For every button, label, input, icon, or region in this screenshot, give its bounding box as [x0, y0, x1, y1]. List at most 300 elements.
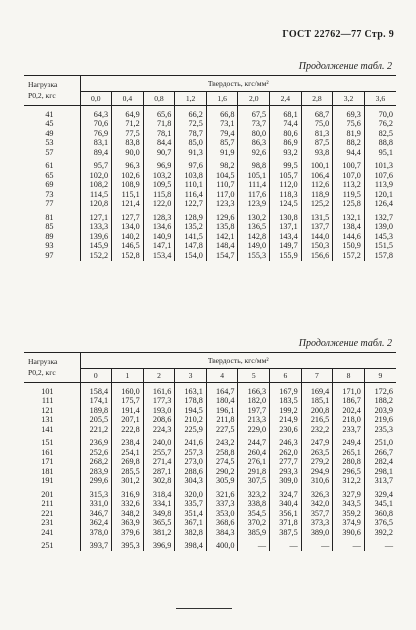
hardness-value: 233,7: [333, 425, 365, 435]
hardness-value: 155,9: [270, 251, 302, 261]
hardness-value: 150,9: [333, 242, 365, 252]
hardness-value: 393,7: [80, 542, 112, 552]
hardness-value: 183,5: [270, 397, 302, 407]
table-row: [24, 542, 396, 552]
hardness-value: 304,3: [175, 477, 207, 487]
load-value: 161: [24, 448, 80, 458]
hardness-value: 392,2: [374, 527, 393, 537]
hardness-value: 96,9: [143, 162, 175, 172]
hardness-value: 89,4: [80, 148, 112, 158]
hardness-value: 125,8: [333, 200, 365, 210]
hardness-value: 106,4: [301, 171, 333, 181]
header-row: [24, 76, 396, 92]
hardness-value: 145,3: [374, 231, 393, 241]
hardness-value: 64,3: [80, 110, 112, 120]
load-value: 181: [24, 467, 80, 477]
hardness-value: 105,1: [238, 171, 270, 181]
column-header: 0,4: [112, 92, 144, 106]
hardness-value: 236,9: [80, 439, 112, 449]
hardness-value: 186,7: [333, 397, 365, 407]
hardness-value: —: [333, 542, 365, 552]
hardness-value: 327,9: [333, 490, 365, 500]
hardness-value: 197,7: [238, 406, 270, 416]
hardness-value: 381,2: [143, 528, 175, 538]
load-value: 101: [24, 387, 80, 397]
hardness-value: 345,1: [374, 499, 393, 509]
column-header: 2,8: [301, 92, 333, 106]
hardness-value: 103,8: [175, 171, 207, 181]
hardness-value: 346,7: [80, 509, 112, 519]
hardness-value: 252,6: [80, 448, 112, 458]
hardness-value: 211,8: [206, 416, 238, 426]
hardness-value: 122,7: [175, 200, 207, 210]
hardness-value: 398,4: [175, 542, 207, 552]
hardness-value: 95,1: [378, 147, 393, 157]
hardness-value: 205,5: [80, 416, 112, 426]
hardness-value: 94,4: [333, 148, 365, 158]
hardness-value: 100,1: [301, 162, 333, 172]
hardness-value: 200,8: [301, 406, 333, 416]
hardness-value: 172,6: [374, 386, 393, 396]
column-header: 6: [270, 369, 302, 383]
hardness-value: 294,9: [301, 467, 333, 477]
hardness-value: 157,8: [374, 250, 393, 260]
load-value: 81: [24, 213, 80, 223]
hardness-value: 182,0: [238, 397, 270, 407]
hardness-value: 124,5: [270, 200, 302, 210]
column-header: 2,0: [238, 92, 270, 106]
header-row: [24, 353, 396, 369]
hardness-value: 161,6: [143, 387, 175, 397]
hardness-value: 141,5: [175, 232, 207, 242]
hardness-value: 274,5: [206, 458, 238, 468]
hardness-value: 152,8: [112, 251, 144, 261]
hardness-value: 69,3: [333, 110, 365, 120]
hardness-value: 154,0: [175, 251, 207, 261]
hardness-value: 241,6: [175, 439, 207, 449]
column-header: 1,2: [175, 92, 207, 106]
load-value: 121: [24, 406, 80, 416]
hardness-value: 78,7: [175, 129, 207, 139]
hardness-value: 115,8: [143, 190, 175, 200]
load-value: 57: [24, 148, 80, 158]
hardness-value: 85,7: [206, 139, 238, 149]
hardness-value: 302,8: [143, 477, 175, 487]
hardness-value: 257,3: [175, 448, 207, 458]
hardness-value: 93,8: [301, 148, 333, 158]
table-row: [24, 139, 396, 149]
column-header: 7: [301, 369, 333, 383]
hardness-value: 96,3: [112, 162, 144, 172]
load-value: 201: [24, 490, 80, 500]
load-value: 41: [24, 110, 80, 120]
hardness-value: 185,1: [301, 397, 333, 407]
continuation-label-2: Продолжение табл. 2: [298, 338, 392, 349]
hardness-value: 290,2: [206, 467, 238, 477]
hardness-value: 82,5: [378, 128, 393, 138]
table-row: [24, 406, 396, 416]
column-header: 2,4: [270, 92, 302, 106]
hardness-value: 194,5: [175, 406, 207, 416]
hardness-value: 126,4: [374, 199, 393, 209]
hardness-value: 373,3: [301, 519, 333, 529]
hardness-value: 110,7: [206, 181, 238, 191]
column-header: 3,2: [333, 92, 365, 106]
hardness-value: 72,5: [175, 120, 207, 130]
hardness-value: 258,8: [206, 448, 238, 458]
hardness-value: 147,8: [175, 242, 207, 252]
hardness-value: 78,1: [143, 129, 175, 139]
hardness-value: 80,0: [238, 129, 270, 139]
hardness-value: 75,0: [301, 120, 333, 130]
hardness-value: 91,9: [206, 148, 238, 158]
hardness-value: 279,2: [301, 458, 333, 468]
hardness-value: 138,4: [333, 223, 365, 233]
hardness-value: 268,2: [80, 458, 112, 468]
table-row: [24, 448, 396, 458]
hardness-value: 353,0: [206, 509, 238, 519]
hardness-value: 90,7: [143, 148, 175, 158]
hardness-value: 134,0: [112, 223, 144, 233]
hardness-value: 81,3: [301, 129, 333, 139]
hardness-table-1: [24, 75, 396, 261]
load-value: 231: [24, 519, 80, 529]
hardness-value: 178,8: [175, 397, 207, 407]
hardness-value: 326,3: [301, 490, 333, 500]
hardness-value: 158,4: [80, 387, 112, 397]
table-row: [24, 251, 396, 261]
hardness-value: 115,1: [112, 190, 144, 200]
hardness-value: 171,0: [333, 387, 365, 397]
hardness-value: 276,1: [238, 458, 270, 468]
hardness-value: 98,8: [238, 162, 270, 172]
table-row: [24, 181, 396, 191]
load-value: 69: [24, 181, 80, 191]
hardness-value: 139,6: [80, 232, 112, 242]
hardness-value: 343,5: [333, 500, 365, 510]
hardness-value: 360,8: [374, 508, 393, 518]
table-row: [24, 519, 396, 529]
hardness-value: 216,5: [301, 416, 333, 426]
hardness-value: 376,5: [374, 518, 393, 528]
hardness-value: 160,0: [112, 387, 144, 397]
table-row: [24, 162, 396, 172]
hardness-value: 112,6: [301, 181, 333, 191]
hardness-value: 75,6: [333, 120, 365, 130]
hardness-value: 135,8: [206, 223, 238, 233]
hardness-value: 320,0: [175, 490, 207, 500]
hardness-value: 100,7: [333, 162, 365, 172]
hardness-value: 309,0: [270, 477, 302, 487]
hardness-value: 140,9: [143, 232, 175, 242]
hardness-value: 321,6: [206, 490, 238, 500]
hardness-value: 213,3: [238, 416, 270, 426]
hardness-value: 149,0: [238, 242, 270, 252]
hardness-value: 107,6: [374, 170, 393, 180]
hardness-value: —: [384, 541, 393, 551]
hardness-value: 301,2: [112, 477, 144, 487]
hardness-value: 122,0: [143, 200, 175, 210]
hardness-value: 139,0: [374, 222, 393, 232]
hardness-value: 254,1: [112, 448, 144, 458]
hardness-value: 287,1: [143, 467, 175, 477]
hardness-value: 230,6: [270, 425, 302, 435]
hardness-value: 318,4: [143, 490, 175, 500]
table-row: [24, 490, 396, 500]
load-value: 251: [24, 542, 80, 552]
hardness-value: 111,4: [238, 181, 270, 191]
load-value: 111: [24, 397, 80, 407]
column-header: 0: [80, 369, 112, 383]
hardness-value: 283,9: [80, 467, 112, 477]
hardness-value: 367,1: [175, 519, 207, 529]
hardness-table-2: [24, 352, 396, 551]
table-row: [24, 242, 396, 252]
hardness-value: 368,6: [206, 519, 238, 529]
hardness-value: 210,2: [175, 416, 207, 426]
load-value: 191: [24, 477, 80, 487]
hardness-value: 74,4: [270, 120, 302, 130]
hardness-value: 348,2: [112, 509, 144, 519]
hardness-value: 334,1: [143, 500, 175, 510]
load-caption: [24, 76, 80, 106]
table-row: [24, 148, 396, 158]
hardness-value: 71,8: [143, 120, 175, 130]
page-header: ГОСТ 22762—77 Стр. 9: [282, 29, 394, 40]
hardness-value: 132,7: [374, 212, 393, 222]
hardness-value: 135,2: [175, 223, 207, 233]
hardness-value: 177,3: [143, 397, 175, 407]
hardness-value: 68,7: [301, 110, 333, 120]
hardness-value: 86,9: [270, 139, 302, 149]
hardness-value: 137,1: [270, 223, 302, 233]
hardness-value: 251,0: [374, 438, 393, 448]
hardness-value: 151,5: [374, 241, 393, 251]
load-value: 61: [24, 162, 80, 172]
hardness-value: 315,3: [80, 490, 112, 500]
continuation-label-1: Продолжение табл. 2: [298, 61, 392, 72]
hardness-value: 166,3: [238, 387, 270, 397]
hardness-value: 134,6: [143, 223, 175, 233]
hardness-caption: Твердость, кгс/мм²: [80, 353, 396, 369]
hardness-value: 229,0: [238, 425, 270, 435]
hardness-value: 64,9: [112, 110, 144, 120]
hardness-value: 298,1: [374, 466, 393, 476]
hardness-value: —: [238, 542, 270, 552]
hardness-value: 218,0: [333, 416, 365, 426]
hardness-value: 222,8: [112, 425, 144, 435]
hardness-value: 90,0: [112, 148, 144, 158]
hardness-value: 157,2: [333, 251, 365, 261]
hardness-value: 101,3: [374, 161, 393, 171]
hardness-value: 266,7: [374, 447, 393, 457]
hardness-value: 370,2: [238, 519, 270, 529]
hardness-value: 271,4: [143, 458, 175, 468]
hardness-value: 144,0: [301, 232, 333, 242]
hardness-value: 144,6: [333, 232, 365, 242]
hardness-value: 389,0: [301, 528, 333, 538]
hardness-value: 359,2: [333, 509, 365, 519]
hardness-value: 79,4: [206, 129, 238, 139]
load-value: 65: [24, 171, 80, 181]
load-caption-line2: P0,2, кгс: [28, 90, 56, 100]
hardness-value: 246,3: [270, 439, 302, 449]
hardness-value: 81,9: [333, 129, 365, 139]
hardness-value: 163,1: [175, 387, 207, 397]
hardness-value: 363,9: [112, 519, 144, 529]
hardness-value: 199,2: [270, 406, 302, 416]
table-row: [24, 120, 396, 130]
hardness-value: 123,3: [206, 200, 238, 210]
hardness-value: 76,2: [378, 119, 393, 129]
column-header: 9: [364, 369, 396, 383]
hardness-value: 67,5: [238, 110, 270, 120]
hardness-value: 107,0: [333, 171, 365, 181]
table-row: [24, 171, 396, 181]
hardness-value: 340,4: [270, 500, 302, 510]
load-value: 131: [24, 416, 80, 426]
hardness-value: 174,1: [80, 397, 112, 407]
hardness-value: 235,3: [374, 424, 393, 434]
hardness-value: 133,3: [80, 223, 112, 233]
hardness-value: 68,1: [270, 110, 302, 120]
table-row: [24, 129, 396, 139]
hardness-value: 390,6: [333, 528, 365, 538]
hardness-value: 156,6: [301, 251, 333, 261]
hardness-value: 332,6: [112, 500, 144, 510]
hardness-caption: Твердость, кгс/мм²: [80, 76, 396, 92]
column-header: 1,6: [206, 92, 238, 106]
hardness-value: 247,9: [301, 439, 333, 449]
column-header: 8: [333, 369, 365, 383]
hardness-value: 102,6: [112, 171, 144, 181]
table-row: [24, 223, 396, 233]
hardness-value: 117,6: [238, 190, 270, 200]
column-header: 1: [112, 369, 144, 383]
hardness-value: 362,4: [80, 519, 112, 529]
hardness-value: 108,2: [80, 181, 112, 191]
hardness-value: 123,9: [238, 200, 270, 210]
hardness-value: 280,8: [333, 458, 365, 468]
hardness-value: 243,2: [206, 439, 238, 449]
hardness-value: 378,0: [80, 528, 112, 538]
load-value: 77: [24, 200, 80, 210]
hardness-value: 104,5: [206, 171, 238, 181]
hardness-value: 128,3: [143, 213, 175, 223]
hardness-value: 131,5: [301, 213, 333, 223]
column-header: 0,0: [80, 92, 112, 106]
hardness-value: 219,6: [374, 415, 393, 425]
hardness-value: 98,2: [206, 162, 238, 172]
hardness-value: 76,9: [80, 129, 112, 139]
table-row: [24, 387, 396, 397]
hardness-value: 329,4: [374, 489, 393, 499]
hardness-value: 149,7: [270, 242, 302, 252]
hardness-value: 65,6: [143, 110, 175, 120]
hardness-value: 224,3: [143, 425, 175, 435]
hardness-value: 117,0: [206, 190, 238, 200]
hardness-value: 80,6: [270, 129, 302, 139]
hardness-value: 105,7: [270, 171, 302, 181]
hardness-value: 387,5: [270, 528, 302, 538]
hardness-value: 356,1: [270, 509, 302, 519]
hardness-value: 193,0: [143, 406, 175, 416]
hardness-value: 299,6: [80, 477, 112, 487]
hardness-value: 103,2: [143, 171, 175, 181]
hardness-value: 84,4: [143, 139, 175, 149]
hardness-value: —: [270, 542, 302, 552]
hardness-value: 379,6: [112, 528, 144, 538]
hardness-value: 249,4: [333, 439, 365, 449]
column-header: 0,8: [143, 92, 175, 106]
hardness-value: 316,9: [112, 490, 144, 500]
hardness-value: 291,8: [238, 467, 270, 477]
hardness-value: 70,0: [378, 109, 393, 119]
hardness-value: 127,1: [80, 213, 112, 223]
column-header: 4: [206, 369, 238, 383]
hardness-value: 357,7: [301, 509, 333, 519]
hardness-value: 109,5: [143, 181, 175, 191]
hardness-value: 240,0: [143, 439, 175, 449]
hardness-value: 91,3: [175, 148, 207, 158]
hardness-value: 145,9: [80, 242, 112, 252]
hardness-value: 331,0: [80, 500, 112, 510]
hardness-value: 371,8: [270, 519, 302, 529]
load-value: 241: [24, 528, 80, 538]
load-value: 151: [24, 439, 80, 449]
hardness-value: 323,2: [238, 490, 270, 500]
column-header: 2: [143, 369, 175, 383]
load-value: 141: [24, 425, 80, 435]
hardness-value: 384,3: [206, 528, 238, 538]
table-row: [24, 439, 396, 449]
load-value: 171: [24, 458, 80, 468]
hardness-value: 87,5: [301, 139, 333, 149]
hardness-value: 112,0: [270, 181, 302, 191]
hardness-value: 338,8: [238, 500, 270, 510]
table-row: [24, 477, 396, 487]
hardness-value: 244,7: [238, 439, 270, 449]
hardness-value: 221,2: [80, 425, 112, 435]
hardness-value: 118,9: [301, 190, 333, 200]
load-value: 49: [24, 129, 80, 139]
hardness-value: 337,3: [206, 500, 238, 510]
hardness-value: 110,1: [175, 181, 207, 191]
column-header-row: [24, 92, 396, 106]
hardness-value: 288,6: [175, 467, 207, 477]
table-row: [24, 200, 396, 210]
load-value: 53: [24, 139, 80, 149]
hardness-value: 142,8: [238, 232, 270, 242]
column-header: 3: [175, 369, 207, 383]
hardness-value: 86,3: [238, 139, 270, 149]
hardness-value: 365,5: [143, 519, 175, 529]
hardness-value: 85,0: [175, 139, 207, 149]
load-caption: [24, 353, 80, 383]
load-value: 221: [24, 509, 80, 519]
hardness-value: 175,7: [112, 397, 144, 407]
column-header: 5: [238, 369, 270, 383]
hardness-value: 238,4: [112, 439, 144, 449]
hardness-value: 164,7: [206, 387, 238, 397]
load-caption-line2: P0,2, кгс: [28, 367, 56, 377]
hardness-value: 155,3: [238, 251, 270, 261]
table-row: [24, 467, 396, 477]
load-caption-line1: Нагрузка: [28, 357, 58, 367]
hardness-value: 93,2: [270, 148, 302, 158]
hardness-value: 154,7: [206, 251, 238, 261]
column-header-row: [24, 369, 396, 383]
